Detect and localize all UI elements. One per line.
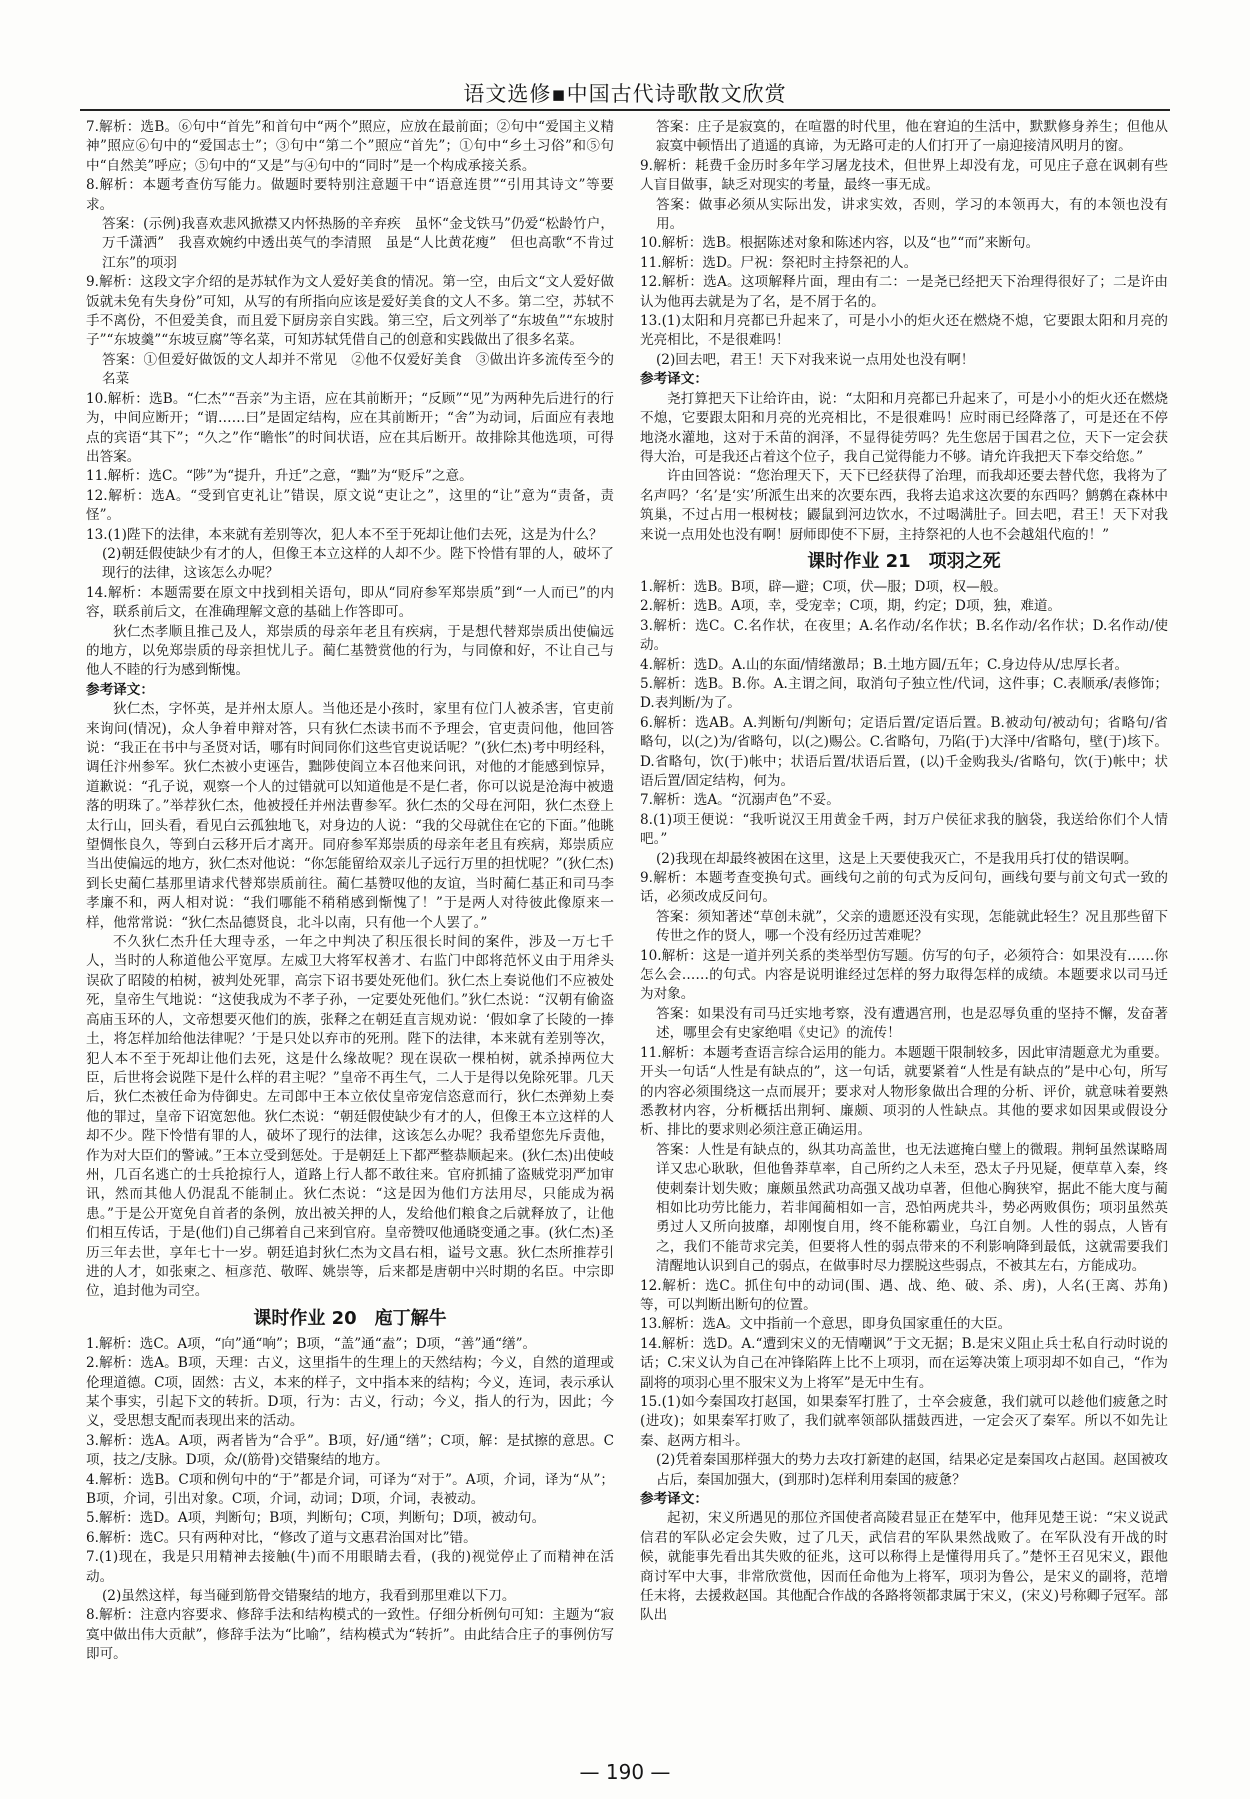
answer-8: 8.解析：本题考查仿写能力。做题时要特别注意题干中“语意连贯”“引用其诗文”等要求。 (86, 177, 614, 213)
answer-13-2: (2)朝廷假使缺少有才的人，但像王本立这样的人却不少。陛下怜惜有罪的人，破坏了现行的法律，这该怎么办呢？ (102, 545, 614, 582)
section-number: 课时作业 20 (253, 1307, 357, 1329)
answer-7: 7.解析：选B。⑥句中“首先”和首句中“两个”照应，应放在最前面；②句中“爱国主义精神”照应⑥句中的“爱国志士”；③句中“第二个”照应“首先”；①句中“乡土习俗”和⑤句中“自然美”呼应；⑤句中的“又是”与④句中的“同时”是一个构成承接关系。 (86, 119, 614, 174)
answer-8-key: 答案：(示例)我喜欢悲风掀襟又内怀热肠的辛弃疾 虽怀“金戈铁马”仍爱“松龄竹户，万千潇洒” 我喜欢婉约中透出英气的李清照 虽是“人比黄花瘦” 但也高歌“不肯过江东”的项羽 (102, 216, 614, 271)
answer-2: 2.解析：选B。A项，幸，受宠幸；C项，期，约定；D项，独，难道。 (640, 598, 1062, 615)
answer-5: 5.解析：选B。B.你。A.主谓之间，取消句子独立性/代词，这件事；C.表顺承/表修饰；D.表判断/为了。 (640, 675, 1168, 712)
answer-8-1: 8.(1)项王便说：“我听说汉王用黄金千两，封万户侯征求我的脑袋，我送给你们个人情吧。” (640, 811, 1168, 848)
answer-5: 5.解析：选D。A项，判断句；B项，判断句；C项，判断句；D项，被动句。 (86, 1510, 546, 1527)
answer-1: 1.解析：选C。A项，“向”通“响”；B项，“盖”通“盍”；D项，“善”通“缮”。 (86, 1335, 537, 1352)
page-header (80, 76, 1170, 112)
answer-4: 4.解析：选B。C项和例句中的“于”都是介词，可译为“对于”。A项，介词，译为“从”；B项，介词，引出对象。C项，介词，动词；D项，介词，表被动。 (86, 1471, 614, 1508)
section-heading-21 (640, 550, 1168, 574)
answer-13-1: 13.(1)太阳和月亮都已升起来了，可是小小的炬火还在燃烧不熄，它要跟太阳和月亮的光亮相比，不是很难吗！ (640, 313, 1168, 349)
answer-10-key: 答案：如果没有司马迁实地考察，没有遭遇宫刑，也是忍辱负重的坚持不懈，发奋著述，哪里会有史家绝唱《史记》的流传！ (656, 1005, 1168, 1042)
answer-15-2: (2)凭着秦国那样强大的势力去攻打新建的赵国，结果必定是秦国攻占赵国。赵国被攻占后，秦国加强大，(到那时)怎样利用秦国的疲惫？ (656, 1452, 1168, 1488)
answer-11-key: 答案：人性是有缺点的，纵其功高盖世，也无法遮掩白璧上的微瑕。荆轲虽然谋略周详又忠心耿耿，但他鲁莽草率，自己所约之人未至，恐太子丹见疑，便草草入秦，终使刺秦计划失败；廉颇虽然武功高强又战功卓著，但他心胸狭窄，据此不能大度与蔺相如比功劳比能力，若非闻蔺相如一言，恐怕两虎共斗，势必两败俱伤；项羽虽然英勇过人又所向披靡，却刚愎自用，终不能称霸业，乌江自刎。人性的弱点，人皆有之，我们不能苛求完美，但要将人性的弱点带来的不利影响降到最低，这就需要我们清醒地认识到自己的弱点，在做事时尽力摆脱这些弱点，不被其左右，方能成功。 (656, 1141, 1168, 1275)
answer-9: 9.解析：耗费千金历时多年学习屠龙技术，但世界上却没有龙，可见庄子意在讽刺有些人盲目做事，缺乏对现实的考量，最终一事无成。 (640, 157, 1168, 194)
right-column (640, 118, 1168, 1738)
answer-14: 14.解析：选D。A.“遭到宋义的无情嘲讽”于文无据；B.是宋义阻止兵士私自行动时说的话；C.宋义认为自己在冲锋陷阵上比不上项羽，而在运筹决策上项羽却不如自己，“作为副将的项羽心里不服宋义为上将军”是无中生有。 (640, 1335, 1168, 1391)
answer-12: 12.解析：选C。抓住句中的动词(围、遇、战、绝、破、杀、虏)，人名(王离、苏角)等，可以判断出断句的位置。 (640, 1277, 1168, 1313)
answer-15-1: 15.(1)如今秦国攻打赵国，如果秦军打胜了，士卒会疲惫，我们就可以趁他们疲惫之时(进攻)；如果秦军打败了，我们就率领部队擂鼓西进，一定会灭了秦军。所以不如先让秦、赵两方相斗。 (640, 1394, 1168, 1449)
answer-8: 8.解析：注意内容要求、修辞手法和结构模式的一致性。仔细分析例句可知：主题为“寂寞中做出伟大贡献”，修辞手法为“比喻”，结构模式为“转折”。由此结合庄子的事例仿写即可。 (86, 1607, 614, 1663)
answer-11: 11.解析：选D。尸祝：祭祀时主持祭祀的人。 (640, 254, 918, 271)
answer-1: 1.解析：选B。B项，辟—避；C项，伏—服；D项，权—般。 (640, 578, 1007, 595)
answer-3: 3.解析：选C。C.名作状，在夜里；A.名作动/名作状；B.名作动/名作状；D.名作动/使动。 (640, 617, 1168, 654)
answer-7: 7.解析：选A。“沉溺声色”不妥。 (640, 792, 840, 809)
answer-12: 12.解析：选A。这项解释片面，理由有二：一是尧已经把天下治理得很好了；二是许由认为他再去就是为了名，是不屑于名的。 (640, 274, 1168, 310)
translation-paragraph: 许由回答说：“您治理天下，天下已经获得了治理，而我却还要去替代您，我将为了名声吗？‘名’是‘实’所派生出来的次要东西，我将去追求这次要的东西吗？鹪鹩在森林中筑巢，不过占用一根树枝；鼹鼠到河边饮水，不过喝满肚子。回去吧，君王！天下对我来说一点用处也没有啊！厨师即使不下厨，主持祭祀的人也不会越俎代庖的！” (640, 468, 1168, 543)
answer-6: 6.解析：选AB。A.判断句/判断句；定语后置/定语后置。B.被动句/被动句；省略句/省略句，以(之)为/省略句，以(之)赐公。C.省略句，乃陷(于)大泽中/省略句，壁(于)垓下。D.省略句，饮(于)帐中；状语后置/状语后置，(以)千金购我头/省略句，饮(于)帐中；状语后置/固定结构，何为。 (640, 714, 1168, 789)
answer-10: 10.解析：这是一道并列关系的类举型仿写题。仿写的句子，必须符合：如果没有……你怎么会……的句式。内容是说明谁经过怎样的努力取得怎样的成绩。本题要求以司马迁为对象。 (640, 947, 1168, 1003)
answer-10: 10.解析：选B。根据陈述对象和陈述内容，以及“也”“而”来断句。 (640, 235, 1040, 252)
answer-13-1: 13.(1)陛下的法律，本来就有差别等次，犯人本不至于死却让他们去死，这是为什么？ (86, 526, 603, 543)
section-title: 庖丁解牛 (374, 1307, 447, 1329)
answer-9: 9.解析：这段文字介绍的是苏轼作为文人爱好美食的情况。第一空，由后文“文人爱好做饭就未免有失身份”可知，从写的有所指向应该是爱好美食的文人不多。第二空，苏轼不手不离份，不但爱美食，而且爱下厨房亲自实践。第三空，后文列举了“东坡鱼”“东坡肘子”“东坡羹”“东坡豆腐”等名菜，可知苏轼凭借自己的创意和实践做出了很多名菜。 (86, 274, 614, 349)
section-heading-20 (86, 1307, 614, 1331)
section-title: 项羽之死 (928, 550, 1001, 572)
answer-6: 6.解析：选C。只有两种对比，“修改了道与文惠君治国对比”错。 (86, 1529, 477, 1546)
header-rule (80, 109, 1170, 111)
answer-9-key: 答案：做事必须从实际出发，讲求实效，否则，学习的本领再大，有的本领也没有用。 (656, 196, 1168, 233)
answer-8-2: (2)我现在却最终被困在这里，这是上天要使我灭亡，不是我用兵打仗的错误啊。 (656, 850, 1138, 867)
answer-4: 4.解析：选D。A.山的东面/情绪激昂；B.土地方圆/五年；C.身边侍从/忠厚长者。 (640, 656, 1129, 673)
header-title: 语文选修▪中国古代诗歌散文欣赏 (463, 82, 787, 106)
translation-label: 参考译文： (640, 371, 708, 388)
answer-14-key: 狄仁杰孝顺且推己及人，郑崇质的母亲年老且有疾病，于是想代替郑崇质出使偏远的地方，以免郑崇质的母亲担忧儿子。蔺仁基赞赏他的行为，与同僚和好，不让自己与他人不睦的行为感到惭愧。 (86, 623, 614, 679)
answer-9-key: 答案：①但爱好做饭的文人却并不常见 ②他不仅爱好美食 ③做出许多流传至今的名菜 (102, 351, 614, 388)
page-number: — 190 — (579, 1760, 671, 1784)
translation-paragraph: 尧打算把天下让给许由，说：“太阳和月亮都已升起来了，可是小小的炬火还在燃烧不熄，它要跟太阳和月亮的光亮相比，不是很难吗！应时雨已经降落了，可是还在不停地浇水灌地，这对于禾苗的润泽，不显得徒劳吗？先生您居于国君之位，天下一定会获得大治，可是我还占着这个位子，我自己觉得能力不够。请允许我把天下奉交给您。” (640, 390, 1168, 465)
left-column (86, 118, 614, 1738)
answer-7-2: (2)虽然这样，每当碰到筋骨交错聚结的地方，我看到那里难以下刀。 (102, 1588, 516, 1605)
answer-9-key: 答案：须知著述“草创未就”，父亲的遗愿还没有实现，怎能就此轻生？况且那些留下传世之作的贤人，哪一个没有经历过苦难呢？ (656, 908, 1168, 945)
answer-9: 9.解析：本题考查变换句式。画线句之前的句式为反问句，画线句要与前文句式一致的话，必须改成反问句。 (640, 870, 1168, 906)
answer-12: 12.解析：选A。“受到官吏礼让”错误，原文说“吏让之”，这里的“让”意为“责备，责怪”。 (86, 487, 614, 524)
answer-13-2: (2)回去吧，君王！天下对我来说一点用处也没有啊！ (656, 351, 975, 368)
answer-2: 2.解析：选A。B项，天理：古义，这里指牛的生理上的天然结构；今义，自然的道理或伦理道德。C项，固然：古义，本来的样子，文中指本来的结构；今义，连词，表示承认某个事实，引起下文的转折。D项，行为：古义，行动；今义，指人的行为，因此；今义，受思想支配而表现出来的活动。 (86, 1355, 614, 1430)
answer-3: 3.解析：选A。A项，两者皆为“合乎”。B项，好/通“缮”；C项，解：是拭擦的意思。C项，技之/支脉。D项，众/(筋骨)交错聚结的地方。 (86, 1432, 614, 1469)
answer-11: 11.解析：选C。“陟”为“提升，升迁”之意，“黜”为“贬斥”之意。 (86, 468, 473, 485)
translation-label: 参考译文： (640, 1491, 708, 1508)
translation-paragraph: 狄仁杰，字怀英，是并州太原人。当他还是小孩时，家里有位门人被杀害，官吏前来询问(情况)，众人争着申辩对答，只有狄仁杰读书而不予理会，官吏责问他，他回答说：“我正在书中与圣贤对话，哪有时间同你们这些官吏说话呢？”(狄仁杰)考中明经科，调任汴州参军。狄仁杰被小吏诬告，黜陟使阎立本召他来问讯，对他的才能感到惊异，道歉说：“孔子说，观察一个人的过错就可以知道他是不是仁者，你可以说是沧海中被遗落的明珠了。”举荐狄仁杰，他被授任并州法曹参军。狄仁杰的父母在河阳，狄仁杰登上太行山，回头看，看见白云孤独地飞，对身边的人说：“我的父母就住在它的下面。”他眺望惆怅良久，等到白云移开后才离开。同府参军郑崇质的母亲年老且有疾病，郑崇质应当出使偏远的地方，狄仁杰对他说：“你怎能留给双亲儿子远行万里的担忧呢？”(狄仁杰)到长史蔺仁基那里请求代替郑崇质前往。蔺仁基赞叹他的友谊，当时蔺仁基正和司马李孝廉不和，两人相对说：“我们哪能不稍稍感到惭愧了！”于是两人对待彼此像原来一样，他常常说：“狄仁杰品德贤良，北斗以南，只有他一个人罢了。” (86, 701, 614, 931)
answer-10: 10.解析：选B。“仁杰”“吾亲”为主语，应在其前断开；“反顾”“见”为两种先后进行的行为，中间应断开；“谓……曰”是固定结构，应在其前断开；“舍”为动词，后面应有表地点的宾语“其下”；“久之”作“瞻怅”的时间状语，应在其后断开。故排除其他选项，可得出答案。 (86, 390, 614, 465)
answer-13: 13.解析：选A。文中指前一个意思，即身负国家重任的大臣。 (640, 1316, 1012, 1333)
answer-7-1: 7.(1)现在，我是只用精神去接触(牛)而不用眼睛去看，(我的)视觉停止了而精神在活动。 (86, 1549, 614, 1585)
section-number: 课时作业 21 (807, 550, 911, 572)
answer-11: 11.解析：本题考查语言综合运用的能力。本题题干限制较多，因此审清题意尤为重要。开头一句话“人性是有缺点的”，这一句话，就要紧着“人性是有缺点的”是中心句，所写的内容必须围绕这一点而展开；要求对人物形象做出合理的分析、评价，就意味着要熟悉教材内容，分析概括出荆轲、廉颇、项羽的人性缺点。其他的要求如因果或假设分析、排比的要求则必须注意正确运用。 (640, 1044, 1168, 1139)
translation-paragraph: 起初，宋义所遇见的那位齐国使者高陵君显正在楚军中，他拜见楚王说：“宋义说武信君的军队必定会失败，过了几天，武信君的军队果然战败了。在军队没有开战的时候，就能事先看出其失败的征兆，这可以称得上是懂得用兵了。”楚怀王召见宋义，跟他商讨军中大事，非常欣赏他，因而任命他为上将军，项羽为鲁公，是宋义的副将，范增任末将，去援救赵国。其他配合作战的各路将领都隶属于宋义，(宋义)号称卿子冠军。部队出 (640, 1510, 1168, 1624)
answer-8-key: 答案：庄子是寂寞的，在喧嚣的时代里，他在窘迫的生活中，默默修身养生；但他从寂寞中顿悟出了逍遥的真谛，为无路可走的人们打开了一扇迎接清风明月的窗。 (656, 119, 1168, 155)
translation-paragraph: 不久狄仁杰升任大理寺丞，一年之中判决了积压很长时间的案件，涉及一万七千人，当时的人称道他公平宽厚。左威卫大将军权善才、右监门中郎将范怀义由于用斧头误砍了昭陵的柏树，被判处死罪，高宗下诏书要处死他们。狄仁杰上奏说他们不应被处死，皇帝生气地说：“这使我成为不孝子孙，一定要处死他们。”狄仁杰说：“汉朝有偷盗高庙玉环的人，文帝想要灭他们的族，张释之在朝廷直言规劝说：‘假如拿了长陵的一捧土，将怎样加给他法律呢？’于是只处以弃市的死刑。陛下的法律，本来就有差别等次，犯人本不至于死却让他们去死，这是什么缘故呢？现在误砍一棵柏树，就杀掉两位大臣，后世将会说陛下是什么样的君主呢？”皇帝不再生气，二人于是得以免除死罪。几天后，狄仁杰被任命为侍御史。左司郎中王本立依仗皇帝宠信恣意而行，狄仁杰弹劾上奏他的罪过，皇帝下诏宽恕他。狄仁杰说：“朝廷假使缺少有才的人，但像王本立这样的人却不少。陛下怜惜有罪的人，破坏了现行的法律，这该怎么办呢？我希望您先斥责他，作为对大臣们的警诫。”王本立受到惩处。于是朝廷上下都严整恭顺起来。(狄仁杰)出使岐州，几百名逃亡的士兵抢掠行人，道路上行人都不敢往来。官府抓捕了盗贼党羽严加审讯，然而其他人仍混乱不能制止。狄仁杰说：“这是因为他们方法用尽，只能成为祸患。”于是公开宽免自首者的条例，放出被关押的人，发给他们粮食之后就释放了，让他们相互传话，于是(他们)自己绑着自己来到官府。皇帝赞叹他通晓变通之事。(狄仁杰)圣历三年去世，享年七十一岁。朝廷追封狄仁杰为文昌右相，谥号文惠。狄仁杰所推荐引进的人才，如张柬之、桓彦范、敬晖、姚崇等，后来都是唐朝中兴时期的名臣。中宗即位，追封他为司空。 (86, 934, 614, 1300)
translation-label: 参考译文： (86, 681, 154, 698)
answer-14: 14.解析：本题需要在原文中找到相关语句，即从“同府参军郑崇质”到“一人而已”的内容，联系前后文，在准确理解文意的基础上作答即可。 (86, 584, 614, 621)
